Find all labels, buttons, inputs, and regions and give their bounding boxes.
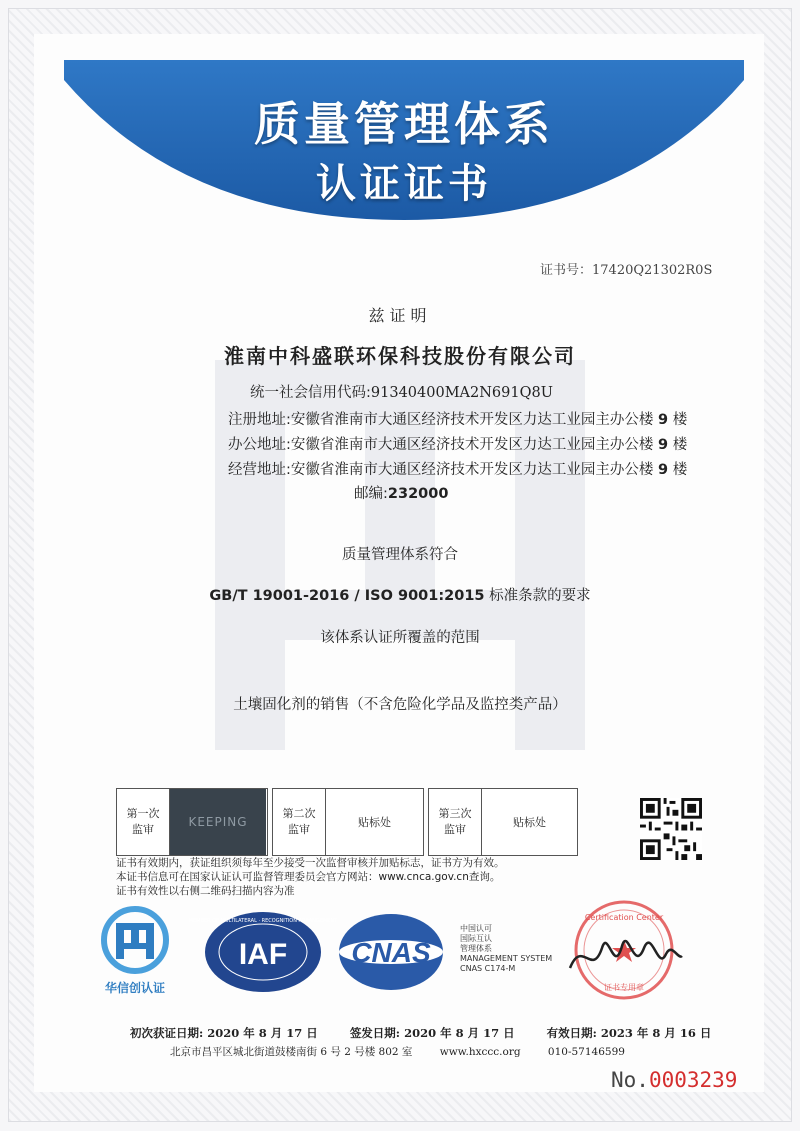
- credit-code-line: 统一社会信用代码:91340400MA2N691Q8U: [250, 385, 553, 401]
- office-address-line: 办公地址:安徽省淮南市大通区经济技术开发区力达工业园主办公楼 9 楼: [228, 437, 688, 453]
- hx-logo-text: 华信创认证: [104, 981, 165, 995]
- svg-text:证书专用章: 证书专用章: [604, 983, 644, 992]
- certification-seal: [562, 898, 686, 1002]
- svg-text:MEMBER OF MULTILATERAL · RECOG: MEMBER OF MULTILATERAL · RECOGNITION ARRANGEMENT: [188, 918, 338, 924]
- svg-text:IAF: IAF: [238, 938, 288, 971]
- postcode-line: 邮编:232000: [354, 486, 449, 502]
- keeping-sticker: KEEPING: [170, 789, 266, 855]
- cnas-logo: [337, 912, 445, 992]
- certificate-title: 质量管理体系: [254, 97, 554, 151]
- dates-line: 初次获证日期: 2020 年 8 月 17 日 签发日期: 2020 年 8 月 17 日 有效日期: 2023 年 8 月 16 日: [130, 1026, 712, 1040]
- registered-address-line: 注册地址:安徽省淮南市大通区经济技术开发区力达工业园主办公楼 9 楼: [228, 412, 688, 428]
- validity-note-1: 证书有效期内，获证组织须每年至少接受一次监督审核并加贴标志，证书方为有效。: [116, 857, 505, 869]
- svg-text:Certification Center: Certification Center: [584, 913, 664, 922]
- standard-name: GB/T 19001-2016 / ISO 9001:2015: [209, 588, 485, 604]
- qr-code-icon[interactable]: [640, 798, 702, 860]
- website-link[interactable]: www.hxccc.org: [439, 1046, 521, 1058]
- iaf-logo: [188, 910, 338, 994]
- first-surveillance-box: 第一次 监审 KEEPING: [116, 788, 268, 856]
- sticker-placeholder: 贴标处: [513, 816, 546, 829]
- certificate-number: 证书号：17420Q21302R0S: [540, 263, 713, 278]
- validity-note-2: 本证书信息可在国家认证认可监督管理委员会官方网站：www.cnca.gov.cn查询。: [116, 871, 501, 883]
- svg-text:CNAS: CNAS: [351, 937, 431, 968]
- conform-text: 质量管理体系符合: [342, 547, 458, 563]
- scope-label: 该体系认证所覆盖的范围: [320, 630, 480, 646]
- cnas-accreditation-note: 中国认可 国际互认 管理体系 MANAGEMENT SYSTEM CNAS C174-M: [460, 924, 553, 973]
- company-name: 淮南中科盛联环保科技股份有限公司: [224, 344, 576, 368]
- standard-line: GB/T 19001-2016 / ISO 9001:2015 标准条款的要求: [209, 588, 591, 604]
- third-surveillance-box: 第三次 监审 贴标处: [428, 788, 578, 856]
- second-surveillance-box: 第二次 监审 贴标处: [272, 788, 424, 856]
- validity-note-3: 证书有效性以右侧二维码扫描内容为准: [116, 885, 295, 897]
- certificate-subtitle: 认证证书: [316, 160, 492, 207]
- title-banner: [64, 60, 744, 220]
- hx-logo: [92, 905, 178, 995]
- sticker-placeholder: 贴标处: [358, 816, 391, 829]
- issuer-address-line: 北京市昌平区城北街道鼓楼南街 6 号 2 号楼 802 室 www.hxccc.org 010-57146599: [170, 1046, 625, 1058]
- operating-address-line: 经营地址:安徽省淮南市大通区经济技术开发区力达工业园主办公楼 9 楼: [228, 462, 688, 478]
- scope-text: 土壤固化剂的销售（不含危险化学品及监控类产品）: [233, 697, 567, 713]
- hereby-certify: 兹证明: [368, 306, 432, 325]
- serial-number: No.0003239: [611, 1068, 738, 1092]
